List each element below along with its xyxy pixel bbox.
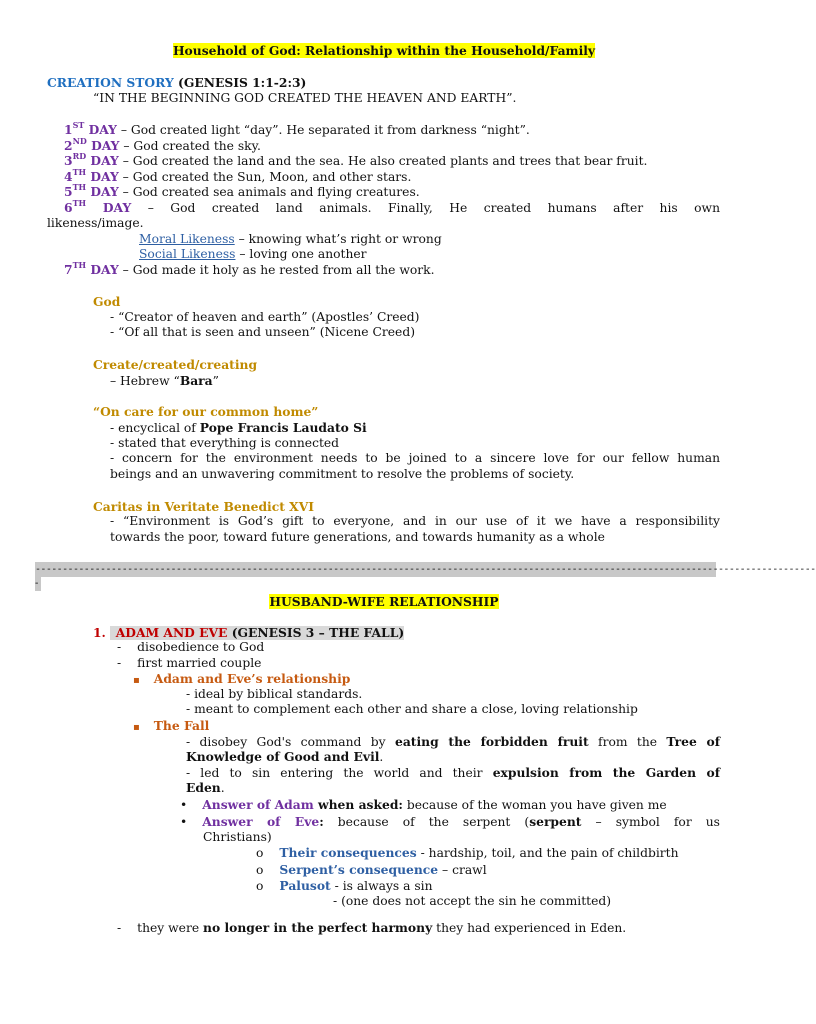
separator-dashes: ------------------------------------------------------------------------------------------------------------------------------------------------ xyxy=(35,564,816,575)
day-7: 7TH DAY – God made it holy as he rested from all the work. xyxy=(64,260,435,277)
bullet-dot-icon: • xyxy=(180,815,188,829)
fall-line: - disobey God's command by eating the forbidden fruit from the Tree of xyxy=(186,734,721,749)
bullet-dot-icon: • xyxy=(180,798,188,812)
palusot-note: - (one does not accept the sin he committed) xyxy=(333,894,612,908)
moral-likeness: Moral Likeness – knowing what’s right or wrong xyxy=(139,232,442,246)
caritas-line: - “Environment is God’s gift to everyone, and in our use of it we have a responsibility xyxy=(110,514,720,528)
consequence-item: o Their consequences - hardship, toil, and the pain of childbirth xyxy=(256,845,679,860)
god-heading: God xyxy=(93,294,121,309)
moral-likeness-link[interactable]: Moral Likeness xyxy=(139,232,235,246)
list-item: - first married couple xyxy=(117,656,262,670)
consequence-item: o Palusot - is always a sin xyxy=(256,878,433,893)
day-6: 6TH DAY – God created land animals. Finally, He created humans after his own xyxy=(64,198,720,215)
social-likeness: Social Likeness – loving one another xyxy=(139,247,367,261)
day-6-continued: likeness/image. xyxy=(47,216,144,230)
section-title: HUSBAND-WIFE RELATIONSHIP xyxy=(269,594,499,609)
answer-eve-continued: Christians) xyxy=(203,830,272,844)
answer-eve: • Answer of Eve: because of the serpent (serpent – symbol for us xyxy=(180,814,720,829)
day-5: 5TH DAY – God created sea animals and flying creatures. xyxy=(64,182,420,199)
day-2: 2ND DAY – God created the sky. xyxy=(64,136,261,153)
care-heading: “On care for our common home” xyxy=(93,404,319,419)
document-title: Household of God: Relationship within the Household/Family xyxy=(172,43,596,58)
fall-heading: ▪ The Fall xyxy=(133,718,210,733)
god-item: - “Of all that is seen and unseen” (Nicene Creed) xyxy=(110,325,416,339)
consequence-item: o Serpent’s consequence – crawl xyxy=(256,862,487,877)
day-1: 1ST DAY – God created light “day”. He separated it from darkness “night”. xyxy=(64,120,530,137)
creation-quote: “IN THE BEGINNING GOD CREATED THE HEAVEN AND EARTH”. xyxy=(93,91,517,105)
care-line: - stated that everything is connected xyxy=(110,436,340,450)
adam-eve-heading: 1. ADAM AND EVE (GENESIS 3 – THE FALL) xyxy=(93,625,405,640)
square-bullet-icon: ▪ xyxy=(133,675,140,686)
fall-line: Eden. xyxy=(186,780,225,795)
caritas-heading: Caritas in Veritate Benedict XVI xyxy=(93,499,315,514)
care-line: beings and an unwavering commitment to resolve the problems of society. xyxy=(110,467,575,481)
relationship-item: - meant to complement each other and share a close, loving relationship xyxy=(186,702,638,716)
god-item: - “Creator of heaven and earth” (Apostles’ Creed) xyxy=(110,310,420,324)
answer-adam: • Answer of Adam when asked: because of the woman you have given me xyxy=(180,797,667,812)
care-line: - concern for the environment needs to be joined to a sincere love for our fellow human xyxy=(110,451,720,465)
day-4: 4TH DAY – God created the Sun, Moon, and other stars. xyxy=(64,167,412,184)
fall-line: Knowledge of Good and Evil. xyxy=(186,749,384,764)
list-item: - disobedience to God xyxy=(117,640,265,654)
social-likeness-link[interactable]: Social Likeness xyxy=(139,247,236,261)
square-bullet-icon: ▪ xyxy=(133,722,140,733)
creation-heading: CREATION STORY (GENESIS 1:1-2:3) xyxy=(47,75,307,90)
separator-tail: - xyxy=(35,578,39,589)
day-3: 3RD DAY – God created the land and the sea. He also created plants and trees that bear fruit. xyxy=(64,151,648,168)
final-point: - they were no longer in the perfect harmony they had experienced in Eden. xyxy=(117,920,627,935)
relationship-heading: ▪ Adam and Eve’s relationship xyxy=(133,671,351,686)
care-line: - encyclical of Pope Francis Laudato Si xyxy=(110,420,367,435)
fall-line: - led to sin entering the world and their expulsion from the Garden of xyxy=(186,765,720,780)
caritas-line: towards the poor, toward future generations, and towards humanity as a whole xyxy=(110,530,605,544)
relationship-item: - ideal by biblical standards. xyxy=(186,687,363,701)
create-hebrew: – Hebrew “Bara” xyxy=(110,373,219,388)
create-heading: Create/created/creating xyxy=(93,357,258,372)
